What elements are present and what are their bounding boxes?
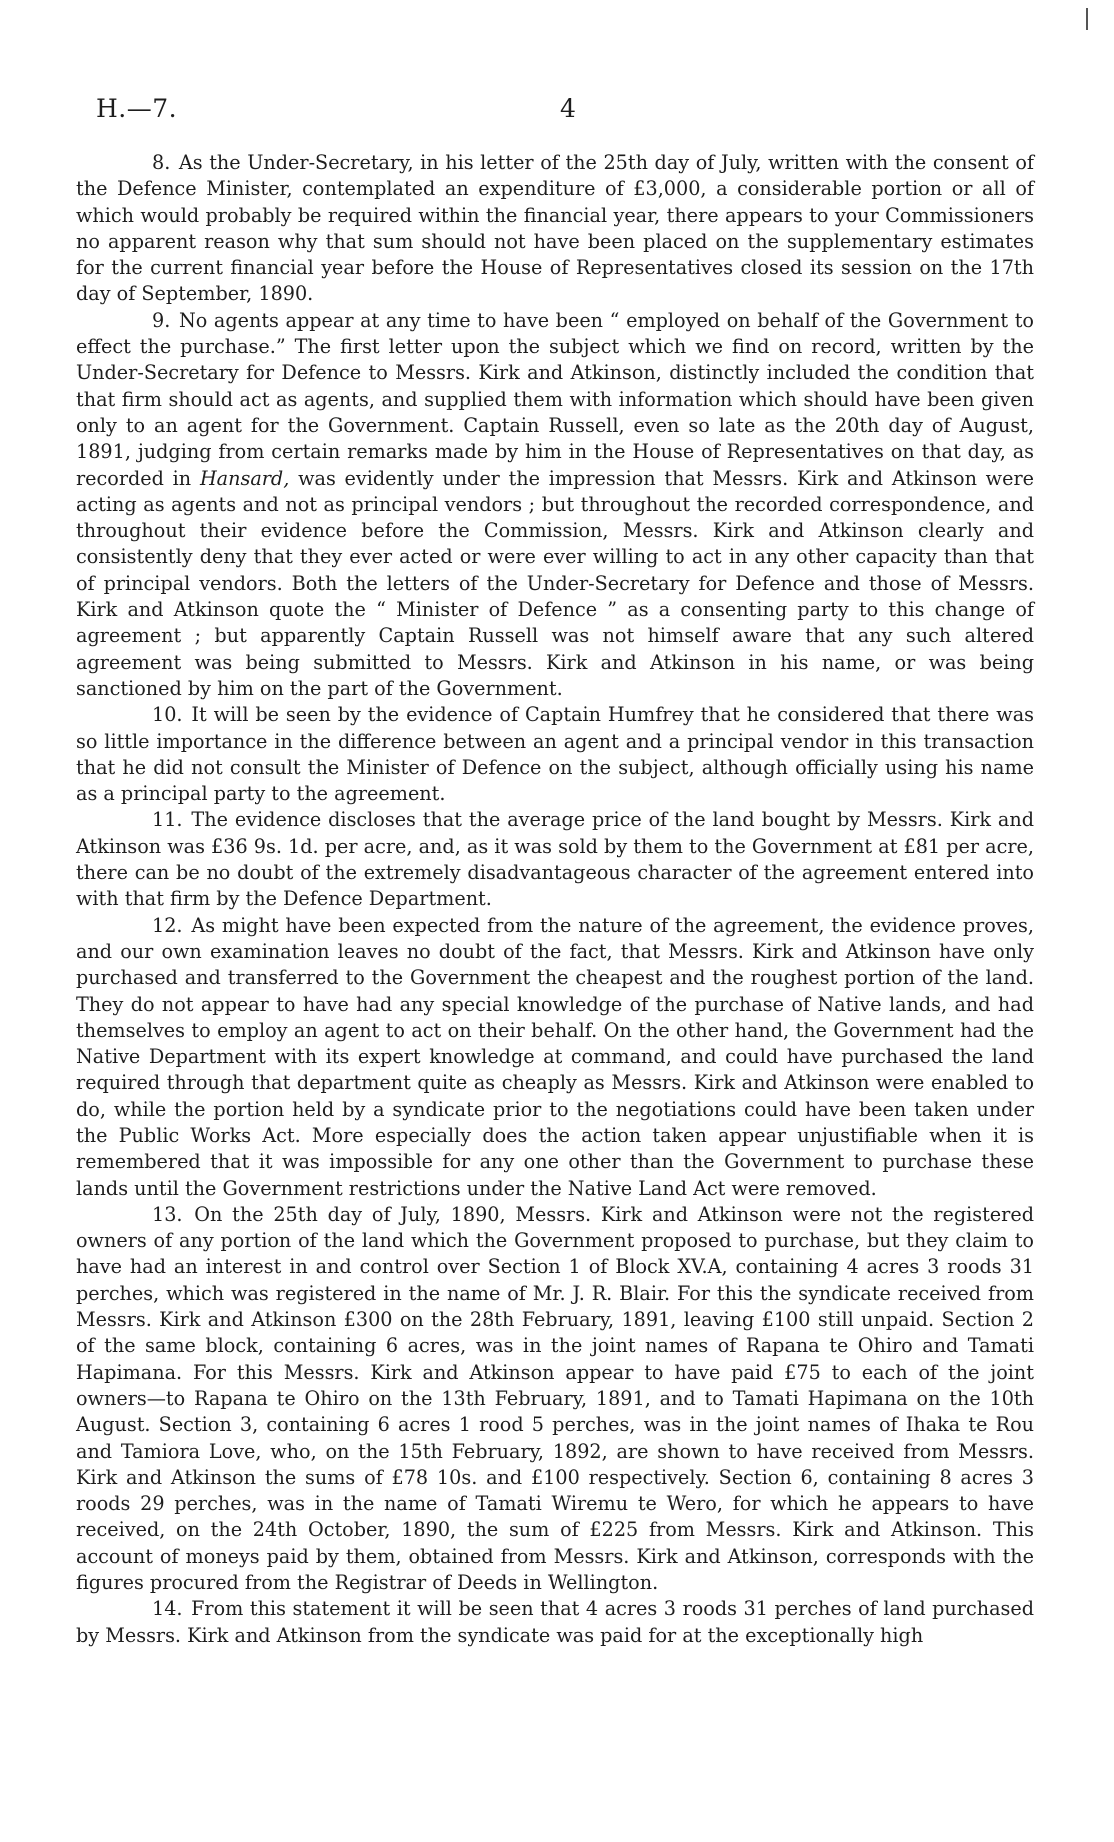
paragraph-number: 10. [152,703,183,727]
paragraph-11 [76,807,1034,912]
paragraph-text: As the Under-Secretary, in his letter of the 25th day of July, written with the consent of the Defence Minister, contemplated an expenditure of £3,000, a considerable portion or all of which would probably be required within the financial year, there appears to your Commissioners no apparent reason why that sum should not have been placed on the supplementary estimates for the current financial year before the House of Representatives closed its session on the 17th day of September, 1890. [76,151,1034,306]
paragraph-12 [76,913,1034,1202]
paragraph-text: As might have been expected from the nature of the agreement, the evidence proves, and our own examination leaves no doubt of the fact, that Messrs. Kirk and Atkinson have only purchased and transferred to the Government the cheapest and the roughest portion of the land. They do not appear to have had any special knowledge of the purchase of Native lands, and had themselves to employ an agent to act on their behalf. On the other hand, the Government had the Native Department with its expert knowledge at command, and could have purchased the land required through that department quite as cheaply as Messrs. Kirk and Atkinson were enabled to do, while the portion held by a syndicate prior to the negotiations could have been taken under the Public Works Act. More especially does the action taken appear unjustifiable when it is remembered that it was impossible for any one other than the Government to purchase these lands until the Government restrictions under the Native Land Act were removed. [76,913,1034,1200]
document-body [76,150,1034,1649]
paragraph-number: 13. [152,1202,183,1226]
document-reference: H.—7. [96,94,178,123]
paragraph-number: 14. [152,1597,183,1621]
page-number: 4 [560,94,576,123]
paragraph-number: 12. [152,913,183,937]
hansard-italic: Hansard, [199,466,290,490]
paragraph-text: The evidence discloses that the average price of the land bought by Messrs. Kirk and Atkinson was £36 9s. 1d. per acre, and, as it was sold by them to the Government at £81 per acre, there can be no doubt of the extremely disadvantageous character of the agreement entered into with that firm by the Defence Department. [76,808,1034,911]
paragraph-13 [76,1202,1034,1596]
paragraph-text: From this statement it will be seen that 4 acres 3 roods 31 perches of land purchased by Messrs. Kirk and Atkinson from the syndicate was paid for at the exceptionally high [76,1597,1034,1647]
paragraph-8 [76,150,1034,308]
scan-mark [1086,8,1088,30]
paragraph-14 [76,1596,1034,1649]
paragraph-text: It will be seen by the evidence of Captain Humfrey that he considered that there was so little importance in the difference between an agent and a principal vendor in this transaction that he did not consult the Minister of Defence on the subject, although officially using his name as a principal party to the agreement. [76,703,1034,806]
paragraph-text: On the 25th day of July, 1890, Messrs. Kirk and Atkinson were not the registered owners of any portion of the land which the Government proposed to purchase, but they claim to have had an interest in and control over Section 1 of Block XV.A, containing 4 acres 3 roods 31 perches, which was registered in the name of Mr. J. R. Blair. For this the syndicate received from Messrs. Kirk and Atkinson £300 on the 28th February, 1891, leaving £100 still unpaid. Section 2 of the same block, containing 6 acres, was in the joint names of Rapana te Ohiro and Tamati Hapimana. For this Messrs. Kirk and Atkinson appear to have paid £75 to each of the joint owners—to Rapana te Ohiro on the 13th February, 1891, and to Tamati Hapimana on the 10th August. Section 3, containing 6 acres 1 rood 5 perches, was in the joint names of Ihaka te Rou and Tamiora Love, who, on the 15th February, 1892, are shown to have received from Messrs. Kirk and Atkinson the sums of £78 10s. and £100 respectively. Section 6, containing 8 acres 3 roods 29 perches, was in the name of Tamati Wiremu te Wero, for which he appears to have received, on the 24th October, 1890, the sum of £225 from Messrs. Kirk and Atkinson. This account of moneys paid by them, obtained from Messrs. Kirk and Atkinson, corresponds with the figures procured from the Registrar of Deeds in Wellington. [76,1202,1034,1595]
paragraph-number: 11. [152,808,183,832]
paragraph-number: 9. [152,308,171,332]
paragraph-9 [76,308,1034,702]
paragraph-10 [76,702,1034,807]
paragraph-text-continued: was evidently under the impression that Messrs. Kirk and Atkinson were acting as agents and not as principal vendors ; but throughout the recorded correspondence, and throughout their evidence before the Commission, Messrs. Kirk and Atkinson clearly and consistently deny that they ever acted or were ever willing to act in any other capacity than that of principal vendors. Both the letters of the Under-Secretary for Defence and those of Messrs. Kirk and Atkinson quote the “ Minister of Defence ” as a consenting party to this change of agreement ; but apparently Captain Russell was not himself aware that any such altered agreement was being submitted to Messrs. Kirk and Atkinson in his name, or was being sanctioned by him on the part of the Government. [76,466,1034,700]
paragraph-number: 8. [152,151,171,174]
paragraph-text: No agents appear at any time to have been “ employed on behalf of the Government to effect the purchase.” The first letter upon the subject which we find on record, written by the Under-Secretary for Defence to Messrs. Kirk and Atkinson, distinctly included the condition that that firm should act as agents, and supplied them with information which should have been given only to an agent for the Government. Captain Russell, even so late as the 20th day of August, 1891, judging from certain remarks made by him in the House of Representatives on that day, as recorded in [76,308,1034,490]
